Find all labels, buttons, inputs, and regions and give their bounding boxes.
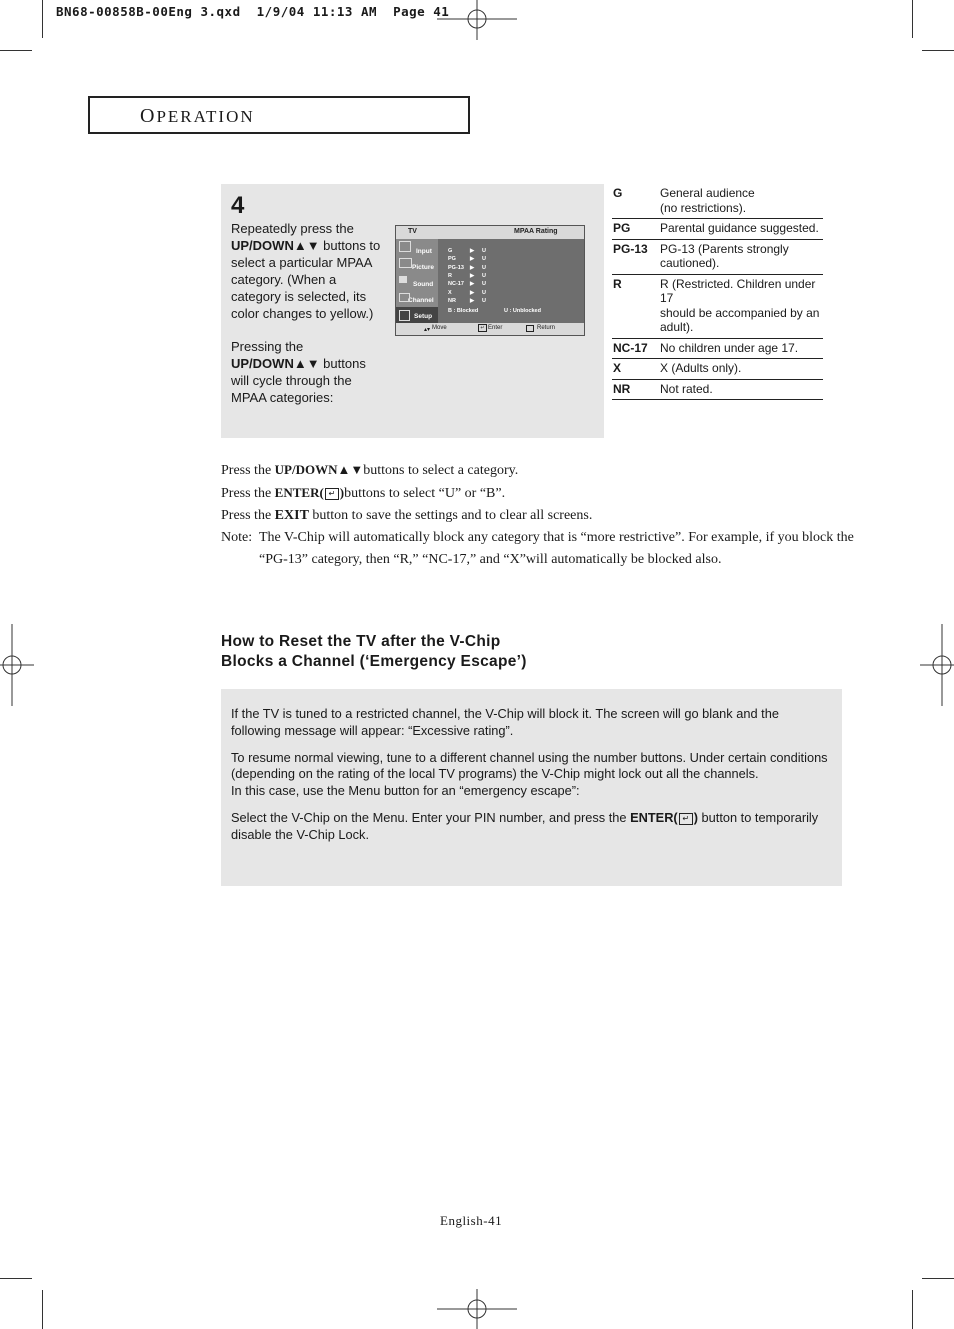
escape-button: ENTER( <box>630 809 678 825</box>
step-text <box>231 221 381 407</box>
note <box>221 527 871 571</box>
osd-rating-state: U <box>482 272 486 279</box>
instruction-text: Press the <box>221 508 275 523</box>
osd-rating-state: U <box>482 264 486 271</box>
crop-mark <box>912 0 913 38</box>
rating-row <box>612 359 823 380</box>
osd-rating-state: U <box>482 281 486 288</box>
arrow-right-icon: ▶ <box>470 289 475 296</box>
arrow-right-icon: ▶ <box>470 297 475 304</box>
rating-code: PG <box>613 221 631 235</box>
osd-rating-code: X <box>448 289 452 296</box>
rating-row <box>612 240 823 275</box>
setup-icon <box>399 310 410 321</box>
instruction-text: Press the <box>221 486 275 501</box>
osd-menu-sound: Sound <box>413 281 434 288</box>
note-text: The V-Chip will automatically block any category that is “more restrictive”. For example, if you block the “PG-13” category, then “R,” “NC-17,” and “X”will automatically be blocked also. <box>259 530 854 567</box>
step-number: 4 <box>231 192 245 219</box>
picture-icon <box>399 258 412 268</box>
instruction-text: button to save the settings and to clear all screens. <box>308 508 593 523</box>
osd-legend-blocked: B : Blocked <box>448 308 479 314</box>
step-p2-pre: Pressing the <box>231 339 304 355</box>
escape-text-a: To resume normal viewing, tune to a different channel using the number buttons. Under certain conditions (depending on the rating of the local TV programs) the V-Chip might lock out all the channels. <box>231 749 828 782</box>
escape-text <box>231 706 831 854</box>
rating-row <box>612 339 823 360</box>
section-title <box>140 105 255 128</box>
instruction-line <box>221 505 871 527</box>
rating-code: NR <box>613 381 631 396</box>
osd-menu-picture: Picture <box>412 264 435 271</box>
rating-description: R (Restricted. Children under 17 should be accompanied by an adult). <box>660 276 820 334</box>
arrow-right-icon: ▶ <box>470 272 475 279</box>
osd-footer-move: Move <box>432 325 447 331</box>
osd-menu-input: Input <box>416 248 432 255</box>
return-icon <box>526 325 534 332</box>
osd-rating-code: PG <box>448 256 456 263</box>
enter-icon: ↵ <box>478 324 487 332</box>
escape-button-close: ) <box>693 809 698 825</box>
section-heading-line2: Blocks a Channel (‘Emergency Escape’) <box>221 653 527 670</box>
rating-description: X (Adults only). <box>660 361 742 375</box>
instruction-text: buttons to select “U” or “B”. <box>344 486 506 501</box>
file-header: BN68-00858B-00Eng 3.qxd 1/9/04 11:13 AM Page 41 <box>56 4 450 19</box>
step-p2-button: UP/DOWN▲▼ <box>231 356 320 372</box>
note-label: Note: <box>221 530 253 545</box>
osd-source: TV <box>408 228 417 235</box>
instruction-button: UP/DOWN▲▼ <box>274 462 364 477</box>
osd-legend-unblocked: U : Unblocked <box>504 308 541 314</box>
osd-title-bar <box>396 226 584 239</box>
osd-footer <box>396 323 584 335</box>
rating-description: PG-13 (Parents strongly cautioned). <box>660 241 789 270</box>
step-p2-post: buttons will cycle through the MPAA categories: <box>231 356 366 406</box>
instruction-line <box>221 482 871 505</box>
section-title-rest: PERATION <box>156 107 255 126</box>
rating-description: General audience (no restrictions). <box>660 186 755 215</box>
crop-mark <box>42 1290 43 1329</box>
instructions <box>221 459 871 571</box>
rating-code: NC-17 <box>613 340 648 355</box>
channel-icon <box>399 293 410 302</box>
osd-rating-state: U <box>482 248 486 254</box>
rating-code: G <box>613 186 623 200</box>
rating-row <box>612 275 823 339</box>
crop-mark <box>0 50 32 51</box>
sound-icon <box>399 276 407 283</box>
escape-paragraph <box>231 750 831 800</box>
instruction-button: ENTER( <box>274 485 324 500</box>
osd-rating-code: NR <box>448 297 456 304</box>
osd-rating-code: PG-13 <box>448 264 464 271</box>
rating-description: No children under age 17. <box>660 340 799 355</box>
arrow-right-icon: ▶ <box>470 264 475 271</box>
input-icon <box>399 241 411 252</box>
osd-rating-code: G <box>448 248 453 254</box>
step-p1-post: buttons to select a particular MPAA category. (When a category is selected, its color changes to yellow.) <box>231 237 381 321</box>
escape-text-b: In this case, use the Menu button for an “emergency escape”: <box>231 783 580 799</box>
escape-paragraph: If the TV is tuned to a restricted channel, the V-Chip will block it. The screen will go blank and the following message will appear: “Excessive rating”. <box>231 706 779 738</box>
section-heading <box>221 632 527 672</box>
osd-title: MPAA Rating <box>514 228 558 235</box>
enter-icon: ↵ <box>679 813 693 825</box>
escape-text-post: button to temporarily disable the V-Chip Lock. <box>231 809 819 842</box>
escape-text-pre: Select the V-Chip on the Menu. Enter your PIN number, and press the <box>231 809 631 825</box>
rating-row <box>612 219 823 240</box>
rating-row <box>612 184 823 219</box>
enter-icon: ↵ <box>325 488 339 500</box>
osd-screen <box>395 225 585 336</box>
rating-table <box>612 184 823 400</box>
section-title-initial: O <box>140 105 157 127</box>
step-p1-button: UP/DOWN▲▼ <box>231 237 320 253</box>
rating-description: Parental guidance suggested. <box>660 221 819 235</box>
osd-footer-return: Return <box>537 325 556 331</box>
registration-mark-icon <box>920 624 954 706</box>
crop-mark <box>922 1278 954 1279</box>
osd-rating-code: R <box>448 272 452 279</box>
escape-paragraph <box>231 810 831 844</box>
osd-rating-state: U <box>482 256 486 263</box>
registration-mark-icon <box>437 1289 517 1329</box>
osd-menu-setup: Setup <box>414 313 433 320</box>
osd-footer-enter: Enter <box>488 325 503 331</box>
instruction-button-close: ) <box>339 485 345 500</box>
crop-mark <box>0 1278 32 1279</box>
arrow-right-icon: ▶ <box>470 256 475 263</box>
move-icon: ▴▾ <box>424 327 431 333</box>
page-number: 41 <box>488 1213 503 1228</box>
arrow-right-icon: ▶ <box>470 281 475 288</box>
osd-menu-channel: Channel <box>408 297 434 304</box>
crop-mark <box>42 0 43 38</box>
crop-mark <box>912 1290 913 1329</box>
rating-code: R <box>613 276 622 291</box>
rating-code: PG-13 <box>613 241 648 256</box>
osd-rating-state: U <box>482 289 486 296</box>
step-p1-pre: Repeatedly press the <box>231 221 354 236</box>
instruction-text: Press the <box>221 463 275 478</box>
crop-mark <box>922 50 954 51</box>
footer-label: English- <box>440 1213 489 1228</box>
page-footer <box>440 1213 502 1229</box>
osd-menu-column <box>396 239 438 323</box>
instruction-button: EXIT <box>274 508 309 523</box>
registration-mark-icon <box>0 624 34 706</box>
instruction-line <box>221 459 871 482</box>
section-heading-line1: How to Reset the TV after the V-Chip <box>221 633 501 650</box>
osd-rating-code: NC-17 <box>448 281 464 288</box>
rating-code: X <box>613 361 622 375</box>
osd-rating-state: U <box>482 297 486 304</box>
rating-description: Not rated. <box>660 381 713 396</box>
arrow-right-icon: ▶ <box>470 248 475 254</box>
instruction-text: buttons to select a category. <box>363 463 519 478</box>
rating-row <box>612 380 823 401</box>
